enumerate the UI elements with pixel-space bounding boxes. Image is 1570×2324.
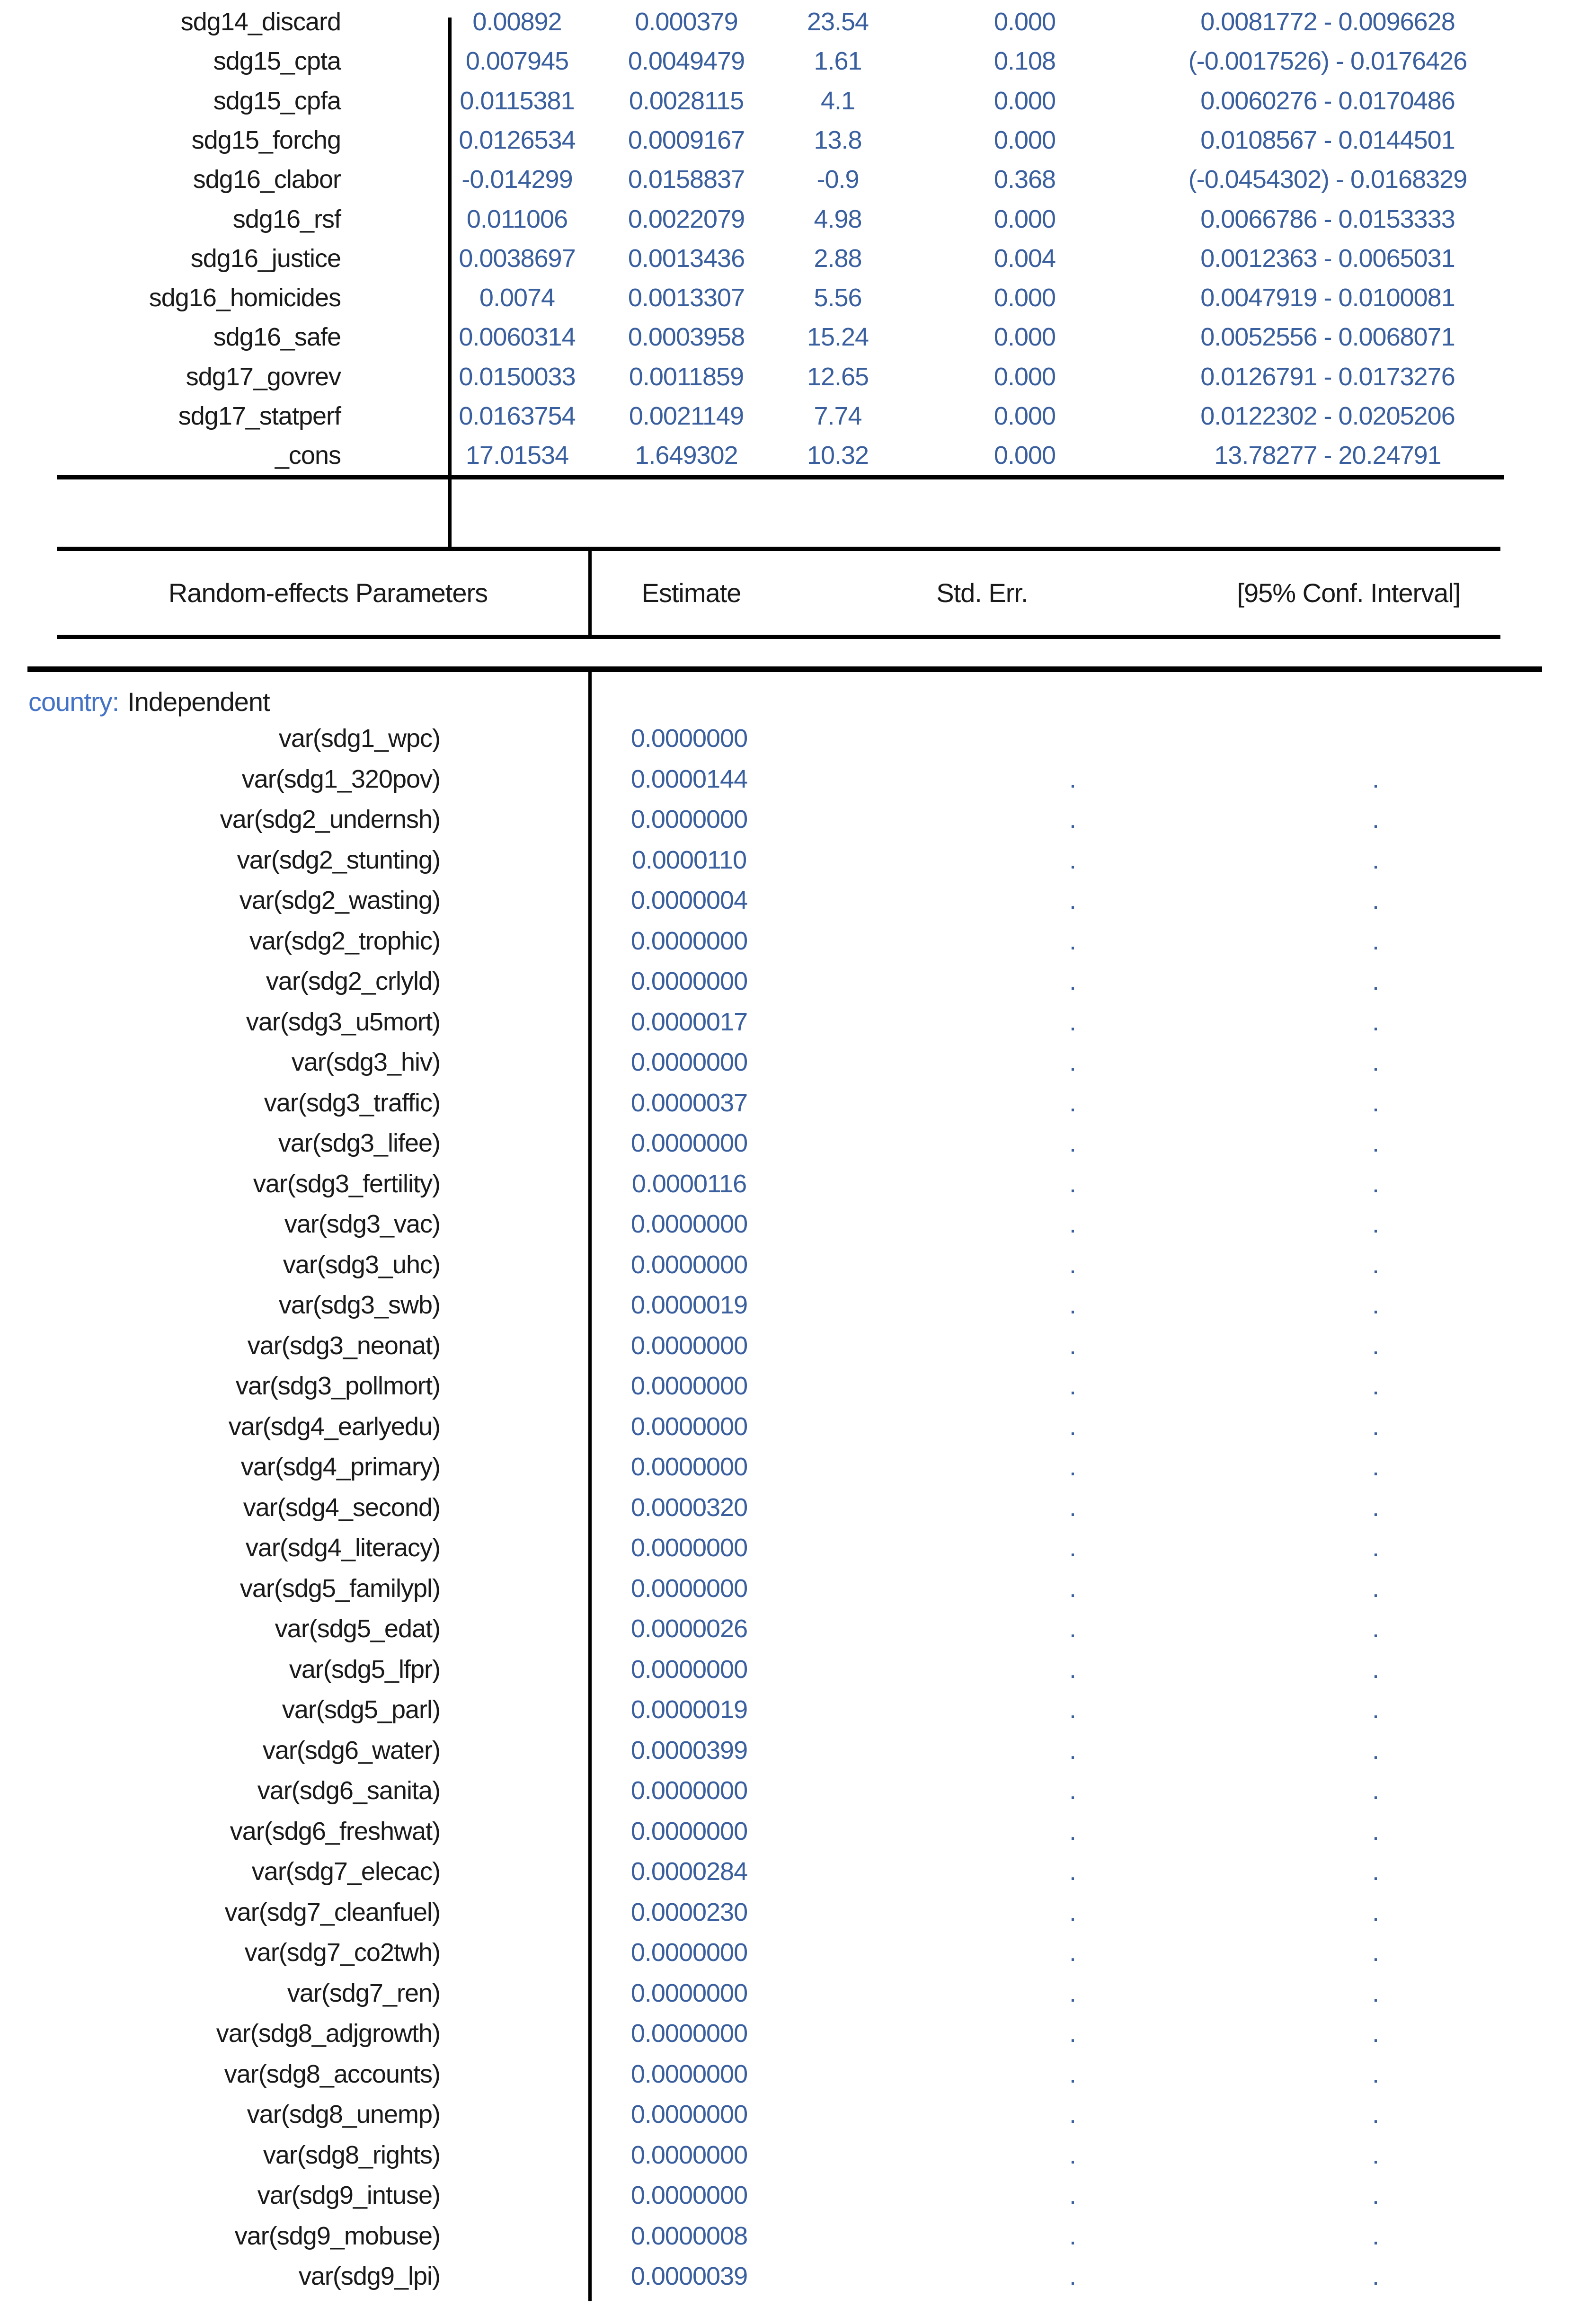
z-value: 12.65 xyxy=(807,362,869,391)
random-effects-row xyxy=(0,2014,1432,2053)
fixed-effects-row xyxy=(0,396,1493,436)
random-effects-row xyxy=(0,2256,1432,2296)
re-header-parameters-label: Random-effects Parameters xyxy=(168,578,488,608)
re-conf-interval-dot: . xyxy=(1372,1291,1379,1319)
re-conf-interval-dot: . xyxy=(1372,2059,1379,2088)
re-std-error-dot: . xyxy=(1069,1250,1076,1279)
variable-name: sdg16_rsf xyxy=(232,204,341,233)
re-variable-name: var(sdg7_ren) xyxy=(287,1978,440,2007)
re-conf-interval-dot: . xyxy=(1372,1412,1379,1441)
re-variable-name: var(sdg3_vac) xyxy=(284,1210,440,1238)
re-variable-name: var(sdg4_second) xyxy=(243,1493,440,1522)
group-label-prefix: country: xyxy=(28,687,119,717)
re-conf-interval-dot: . xyxy=(1372,1898,1379,1926)
fixed-effects-row xyxy=(0,317,1493,357)
variable-name: sdg16_safe xyxy=(213,323,341,352)
random-effects-row xyxy=(0,840,1432,880)
fixed-effects-column-divider xyxy=(448,18,452,551)
variable-name: sdg17_govrev xyxy=(186,362,341,391)
re-conf-interval-dot: . xyxy=(1372,2019,1379,2048)
re-std-error-dot: . xyxy=(1069,926,1076,955)
variable-name: sdg14_discard xyxy=(180,8,341,36)
re-std-error-dot: . xyxy=(1069,1534,1076,1562)
re-estimate-value: 0.0000320 xyxy=(630,1493,748,1522)
random-effects-row xyxy=(0,1002,1432,1042)
conf-interval-value: (-0.0017526) - 0.0176426 xyxy=(1188,47,1467,76)
re-conf-interval-dot: . xyxy=(1372,886,1379,914)
coefficient-value: 0.0060314 xyxy=(459,323,576,352)
z-value: 15.24 xyxy=(807,323,869,352)
re-variable-name: var(sdg5_parl) xyxy=(282,1695,440,1724)
fixed-effects-row xyxy=(0,81,1493,121)
re-estimate-value: 0.0000019 xyxy=(630,1695,748,1724)
re-estimate-value: 0.0000000 xyxy=(630,1453,748,1481)
z-value: 2.88 xyxy=(814,244,862,273)
re-conf-interval-dot: . xyxy=(1372,1129,1379,1157)
re-variable-name: var(sdg3_swb) xyxy=(278,1291,440,1319)
fixed-effects-row xyxy=(0,435,1493,475)
re-std-error-dot: . xyxy=(1069,2262,1076,2290)
re-variable-name: var(sdg6_sanita) xyxy=(257,1776,440,1805)
random-effects-row xyxy=(0,1164,1432,1204)
random-effects-row xyxy=(0,2094,1432,2134)
re-std-error-dot: . xyxy=(1069,2181,1076,2209)
std-error-value: 0.000379 xyxy=(635,8,738,36)
random-effects-header-row xyxy=(0,551,1570,635)
re-variable-name: var(sdg4_literacy) xyxy=(245,1534,440,1562)
random-effects-row xyxy=(0,1690,1432,1730)
re-variable-name: var(sdg3_lifee) xyxy=(278,1129,440,1157)
p-value: 0.000 xyxy=(993,125,1056,154)
coefficient-value: 0.0038697 xyxy=(459,244,576,273)
fixed-effects-row xyxy=(0,357,1493,397)
random-effects-row xyxy=(0,1366,1432,1406)
re-conf-interval-dot: . xyxy=(1372,1614,1379,1643)
re-std-error-dot: . xyxy=(1069,1695,1076,1724)
re-conf-interval-dot: . xyxy=(1372,805,1379,834)
random-effects-row xyxy=(0,1528,1432,1568)
re-estimate-value: 0.0000116 xyxy=(631,1169,747,1198)
std-error-value: 0.0021149 xyxy=(629,402,744,430)
random-effects-top-rule xyxy=(27,666,1542,672)
re-conf-interval-dot: . xyxy=(1372,1493,1379,1522)
std-error-value: 0.0011859 xyxy=(629,362,744,391)
re-variable-name: var(sdg8_adjgrowth) xyxy=(216,2019,440,2048)
re-variable-name: var(sdg4_earlyedu) xyxy=(228,1412,440,1441)
re-estimate-value: 0.0000000 xyxy=(630,1129,748,1157)
re-std-error-dot: . xyxy=(1069,1048,1076,1076)
re-std-error-dot: . xyxy=(1069,1291,1076,1319)
z-value: 5.56 xyxy=(814,284,862,312)
re-variable-name: var(sdg5_lfpr) xyxy=(289,1655,440,1684)
re-variable-name: var(sdg9_lpi) xyxy=(298,2262,440,2290)
random-effects-row xyxy=(0,1852,1432,1891)
re-conf-interval-dot: . xyxy=(1372,1169,1379,1198)
re-variable-name: var(sdg2_crlyld) xyxy=(266,967,440,995)
re-std-error-dot: . xyxy=(1069,1817,1076,1845)
z-value: 13.8 xyxy=(814,125,862,154)
re-std-error-dot: . xyxy=(1069,1614,1076,1643)
coefficient-value: 0.0115381 xyxy=(460,86,575,115)
random-effects-row xyxy=(0,1771,1432,1810)
re-estimate-value: 0.0000019 xyxy=(630,1291,748,1319)
random-effects-row xyxy=(0,1042,1432,1082)
re-variable-name: var(sdg3_fertility) xyxy=(253,1169,440,1198)
re-estimate-value: 0.0000399 xyxy=(630,1736,748,1765)
re-estimate-value: 0.0000000 xyxy=(630,1534,748,1562)
std-error-value: 0.0022079 xyxy=(628,204,745,233)
re-estimate-value: 0.0000000 xyxy=(630,1574,748,1603)
coefficient-value: 0.0163754 xyxy=(459,402,576,430)
re-variable-name: var(sdg3_traffic) xyxy=(264,1088,440,1117)
re-std-error-dot: . xyxy=(1069,1857,1076,1886)
p-value: 0.000 xyxy=(993,441,1056,470)
re-estimate-value: 0.0000000 xyxy=(630,1412,748,1441)
re-header-ci-label: [95% Conf. Interval] xyxy=(1237,578,1461,608)
re-estimate-value: 0.0000000 xyxy=(630,1655,748,1684)
random-effects-row xyxy=(0,2216,1432,2256)
re-conf-interval-dot: . xyxy=(1372,764,1379,793)
variable-name: sdg16_justice xyxy=(190,244,341,273)
re-variable-name: var(sdg3_neonat) xyxy=(247,1331,440,1360)
re-std-error-dot: . xyxy=(1069,1493,1076,1522)
re-std-error-dot: . xyxy=(1069,1736,1076,1765)
z-value: 4.98 xyxy=(814,204,862,233)
random-effects-row xyxy=(0,1123,1432,1163)
re-std-error-dot: . xyxy=(1069,1938,1076,1967)
coefficient-value: 0.011006 xyxy=(466,204,568,233)
coefficient-value: 0.0150033 xyxy=(459,362,576,391)
std-error-value: 0.0013307 xyxy=(628,284,745,312)
re-conf-interval-dot: . xyxy=(1372,1088,1379,1117)
re-estimate-value: 0.0000000 xyxy=(630,1776,748,1805)
re-variable-name: var(sdg7_co2twh) xyxy=(244,1938,440,1967)
z-value: 4.1 xyxy=(820,86,855,115)
std-error-value: 0.0028115 xyxy=(629,86,744,115)
re-variable-name: var(sdg2_stunting) xyxy=(237,845,440,874)
re-variable-name: var(sdg5_familypl) xyxy=(239,1574,440,1603)
p-value: 0.000 xyxy=(993,362,1056,391)
re-std-error-dot: . xyxy=(1069,2221,1076,2250)
re-std-error-dot: . xyxy=(1069,1372,1076,1400)
re-conf-interval-dot: . xyxy=(1372,1857,1379,1886)
re-conf-interval-dot: . xyxy=(1372,2262,1379,2290)
random-effects-row xyxy=(0,880,1432,920)
re-conf-interval-dot: . xyxy=(1372,2100,1379,2129)
re-conf-interval-dot: . xyxy=(1372,1331,1379,1360)
re-estimate-value: 0.0000000 xyxy=(630,724,748,753)
random-effects-row xyxy=(0,759,1432,799)
re-std-error-dot: . xyxy=(1069,2019,1076,2048)
std-error-value: 0.0013436 xyxy=(628,244,745,273)
fixed-effects-row xyxy=(0,41,1493,81)
re-estimate-value: 0.0000000 xyxy=(630,2140,748,2169)
re-estimate-value: 0.0000000 xyxy=(630,1978,748,2007)
conf-interval-value: 0.0122302 - 0.0205206 xyxy=(1200,402,1455,430)
re-conf-interval-dot xyxy=(1319,718,1432,758)
random-effects-row xyxy=(0,1569,1432,1608)
fixed-effects-row xyxy=(0,120,1493,160)
re-variable-name: var(sdg7_cleanfuel) xyxy=(224,1898,440,1926)
re-header-estimate-label: Estimate xyxy=(641,578,741,608)
p-value: 0.000 xyxy=(993,323,1056,352)
re-std-error-dot: . xyxy=(1069,1210,1076,1238)
conf-interval-value: 0.0108567 - 0.0144501 xyxy=(1200,125,1455,154)
fixed-effects-row xyxy=(0,2,1493,42)
re-conf-interval-dot: . xyxy=(1372,1453,1379,1481)
coefficient-value: 17.01534 xyxy=(465,441,569,470)
re-std-error-dot: . xyxy=(1069,1978,1076,2007)
fixed-effects-row xyxy=(0,160,1493,199)
variable-name: sdg15_cpfa xyxy=(213,86,341,115)
std-error-value: 0.0009167 xyxy=(628,125,745,154)
re-estimate-value: 0.0000004 xyxy=(630,886,748,914)
random-effects-row xyxy=(0,1650,1432,1689)
z-value: 10.32 xyxy=(807,441,869,470)
re-header-stderr-label: Std. Err. xyxy=(936,578,1028,608)
re-estimate-value: 0.0000000 xyxy=(630,1048,748,1076)
variable-name: sdg16_homicides xyxy=(149,284,341,312)
re-variable-name: var(sdg9_intuse) xyxy=(257,2181,440,2209)
std-error-value: 0.0158837 xyxy=(628,165,745,194)
re-conf-interval-dot: . xyxy=(1372,2140,1379,2169)
re-std-error-dot: . xyxy=(1069,967,1076,995)
re-conf-interval-dot: . xyxy=(1372,1736,1379,1765)
group-label-name: Independent xyxy=(127,687,270,717)
random-effects-row xyxy=(0,2135,1432,2175)
re-conf-interval-dot: . xyxy=(1372,1695,1379,1724)
re-conf-interval-dot: . xyxy=(1372,1938,1379,1967)
random-effects-row xyxy=(0,1811,1432,1851)
re-variable-name: var(sdg6_freshwat) xyxy=(230,1817,440,1845)
p-value: 0.000 xyxy=(993,402,1056,430)
re-variable-name: var(sdg5_edat) xyxy=(275,1614,440,1643)
re-estimate-value: 0.0000000 xyxy=(630,805,748,834)
re-std-error-dot: . xyxy=(1069,886,1076,914)
random-effects-row xyxy=(0,1245,1432,1285)
re-conf-interval-dot: . xyxy=(1372,1574,1379,1603)
re-estimate-value: 0.0000144 xyxy=(630,764,748,793)
re-estimate-value: 0.0000000 xyxy=(630,1250,748,1279)
re-conf-interval-dot: . xyxy=(1372,1978,1379,2007)
random-effects-row xyxy=(0,1407,1432,1446)
coefficient-value: 0.007945 xyxy=(465,47,569,76)
re-std-error-dot: . xyxy=(1069,1129,1076,1157)
re-estimate-value: 0.0000026 xyxy=(630,1614,748,1643)
re-estimate-value: 0.0000000 xyxy=(630,1210,748,1238)
std-error-value: 0.0003958 xyxy=(628,323,745,352)
re-conf-interval-dot: . xyxy=(1372,2181,1379,2209)
re-conf-interval-dot: . xyxy=(1372,1250,1379,1279)
re-variable-name: var(sdg2_undernsh) xyxy=(220,805,440,834)
random-effects-row xyxy=(0,799,1432,839)
re-variable-name: var(sdg3_hiv) xyxy=(291,1048,440,1076)
re-std-error-dot: . xyxy=(1069,1898,1076,1926)
std-error-value: 1.649302 xyxy=(635,441,738,470)
re-conf-interval-dot: . xyxy=(1372,1372,1379,1400)
re-estimate-value: 0.0000110 xyxy=(631,845,747,874)
re-std-error-dot: . xyxy=(1069,805,1076,834)
random-effects-row xyxy=(0,1609,1432,1649)
conf-interval-value: 0.0052556 - 0.0068071 xyxy=(1200,323,1455,352)
re-estimate-value: 0.0000000 xyxy=(630,2100,748,2129)
re-variable-name: var(sdg3_u5mort) xyxy=(246,1007,440,1036)
variable-name: sdg17_statperf xyxy=(178,402,341,430)
re-estimate-value: 0.0000017 xyxy=(630,1007,748,1036)
p-value: 0.000 xyxy=(993,204,1056,233)
re-std-error-dot: . xyxy=(1069,1331,1076,1360)
z-value: 7.74 xyxy=(814,402,862,430)
re-variable-name: var(sdg9_mobuse) xyxy=(234,2221,440,2250)
random-effects-row xyxy=(0,1730,1432,1770)
variable-name: sdg15_cpta xyxy=(213,47,341,76)
conf-interval-value: 0.0081772 - 0.0096628 xyxy=(1200,8,1455,36)
fixed-effects-row xyxy=(0,278,1493,318)
p-value: 0.000 xyxy=(993,8,1056,36)
re-std-error-dot: . xyxy=(1069,1453,1076,1481)
re-std-error-dot: . xyxy=(1069,1655,1076,1684)
random-effects-row xyxy=(0,1447,1432,1487)
re-estimate-value: 0.0000000 xyxy=(630,2019,748,2048)
re-variable-name: var(sdg1_320pov) xyxy=(241,764,440,793)
z-value: -0.9 xyxy=(816,165,859,194)
re-std-error-dot: . xyxy=(1069,2140,1076,2169)
random-effects-row xyxy=(0,1892,1432,1932)
re-std-error-dot: . xyxy=(1069,2059,1076,2088)
re-std-error-dot xyxy=(826,718,1319,758)
re-variable-name: var(sdg3_uhc) xyxy=(283,1250,440,1279)
re-estimate-value: 0.0000037 xyxy=(630,1088,748,1117)
re-variable-name: var(sdg8_rights) xyxy=(263,2140,440,2169)
re-conf-interval-dot: . xyxy=(1372,1817,1379,1845)
coefficient-value: 0.0074 xyxy=(479,284,555,312)
re-variable-name: var(sdg3_pollmort) xyxy=(235,1372,440,1400)
re-std-error-dot: . xyxy=(1069,2100,1076,2129)
re-std-error-dot: . xyxy=(1069,1776,1076,1805)
p-value: 0.108 xyxy=(993,47,1056,76)
re-conf-interval-dot: . xyxy=(1372,2221,1379,2250)
re-variable-name: var(sdg8_unemp) xyxy=(247,2100,440,2129)
re-estimate-value: 0.0000000 xyxy=(630,2059,748,2088)
re-std-error-dot: . xyxy=(1069,1007,1076,1036)
coefficient-value: 0.0126534 xyxy=(459,125,576,154)
re-conf-interval-dot: . xyxy=(1372,1007,1379,1036)
re-std-error-dot: . xyxy=(1069,1412,1076,1441)
coefficient-value: 0.00892 xyxy=(472,8,562,36)
p-value: 0.000 xyxy=(993,86,1056,115)
re-header-top-rule xyxy=(57,547,1500,551)
random-effects-row xyxy=(0,921,1432,961)
random-effects-row xyxy=(0,1488,1432,1527)
random-effects-row xyxy=(0,1933,1432,1972)
re-variable-name: var(sdg1_wpc) xyxy=(278,724,440,753)
re-estimate-value: 0.0000000 xyxy=(630,1817,748,1845)
random-effects-row xyxy=(0,2175,1432,2215)
re-header-bottom-rule xyxy=(57,635,1500,639)
conf-interval-value: 0.0012363 - 0.0065031 xyxy=(1200,244,1455,273)
re-conf-interval-dot: . xyxy=(1372,1776,1379,1805)
re-variable-name: var(sdg8_accounts) xyxy=(224,2059,440,2088)
re-estimate-value: 0.0000000 xyxy=(630,926,748,955)
p-value: 0.368 xyxy=(993,165,1056,194)
fixed-effects-bottom-rule xyxy=(57,475,1504,479)
std-error-value: 0.0049479 xyxy=(628,47,745,76)
conf-interval-value: 0.0126791 - 0.0173276 xyxy=(1200,362,1455,391)
re-std-error-dot: . xyxy=(1069,764,1076,793)
random-effects-row xyxy=(0,2054,1432,2094)
variable-name: _cons xyxy=(275,441,341,470)
random-effects-row xyxy=(0,1204,1432,1244)
re-variable-name: var(sdg7_elecac) xyxy=(251,1857,440,1886)
re-conf-interval-dot: . xyxy=(1372,1048,1379,1076)
conf-interval-value: 13.78277 - 20.24791 xyxy=(1214,441,1441,470)
random-effects-row xyxy=(0,1083,1432,1123)
re-variable-name: var(sdg2_wasting) xyxy=(239,886,440,914)
fixed-effects-row xyxy=(0,239,1493,278)
random-effects-row xyxy=(0,1326,1432,1366)
re-estimate-value: 0.0000000 xyxy=(630,967,748,995)
conf-interval-value: 0.0047919 - 0.0100081 xyxy=(1200,284,1455,312)
re-estimate-value: 0.0000284 xyxy=(630,1857,748,1886)
re-conf-interval-dot: . xyxy=(1372,967,1379,995)
re-variable-name: var(sdg2_trophic) xyxy=(249,926,440,955)
p-value: 0.000 xyxy=(993,284,1056,312)
re-std-error-dot: . xyxy=(1069,1088,1076,1117)
fixed-effects-row xyxy=(0,199,1493,239)
re-estimate-value: 0.0000000 xyxy=(630,1331,748,1360)
re-conf-interval-dot: . xyxy=(1372,926,1379,955)
conf-interval-value: (-0.0454302) - 0.0168329 xyxy=(1188,165,1467,194)
re-std-error-dot: . xyxy=(1069,1574,1076,1603)
re-estimate-value: 0.0000230 xyxy=(630,1898,748,1926)
re-variable-name: var(sdg6_water) xyxy=(262,1736,440,1765)
re-std-error-dot: . xyxy=(1069,1169,1076,1198)
re-estimate-value: 0.0000008 xyxy=(630,2221,748,2250)
random-effects-row xyxy=(0,1973,1432,2013)
coefficient-value: -0.014299 xyxy=(461,165,573,194)
re-variable-name: var(sdg4_primary) xyxy=(240,1453,440,1481)
conf-interval-value: 0.0060276 - 0.0170486 xyxy=(1200,86,1455,115)
variable-name: sdg16_clabor xyxy=(193,165,341,194)
random-effects-row xyxy=(0,1285,1432,1325)
re-std-error-dot: . xyxy=(1069,845,1076,874)
re-conf-interval-dot: . xyxy=(1372,1534,1379,1562)
p-value: 0.004 xyxy=(993,244,1056,273)
re-conf-interval-dot: . xyxy=(1372,845,1379,874)
random-effects-row xyxy=(0,961,1432,1001)
z-value: 23.54 xyxy=(807,8,869,36)
re-estimate-value: 0.0000000 xyxy=(630,2181,748,2209)
re-estimate-value: 0.0000000 xyxy=(630,1938,748,1967)
variable-name: sdg15_forchg xyxy=(191,125,341,154)
re-header-column-divider xyxy=(588,551,592,635)
re-conf-interval-dot: . xyxy=(1372,1655,1379,1684)
random-effects-row xyxy=(0,718,1432,758)
re-estimate-value: 0.0000000 xyxy=(630,1372,748,1400)
re-estimate-value: 0.0000039 xyxy=(630,2262,748,2290)
z-value: 1.61 xyxy=(814,47,862,76)
re-conf-interval-dot: . xyxy=(1372,1210,1379,1238)
conf-interval-value: 0.0066786 - 0.0153333 xyxy=(1200,204,1455,233)
